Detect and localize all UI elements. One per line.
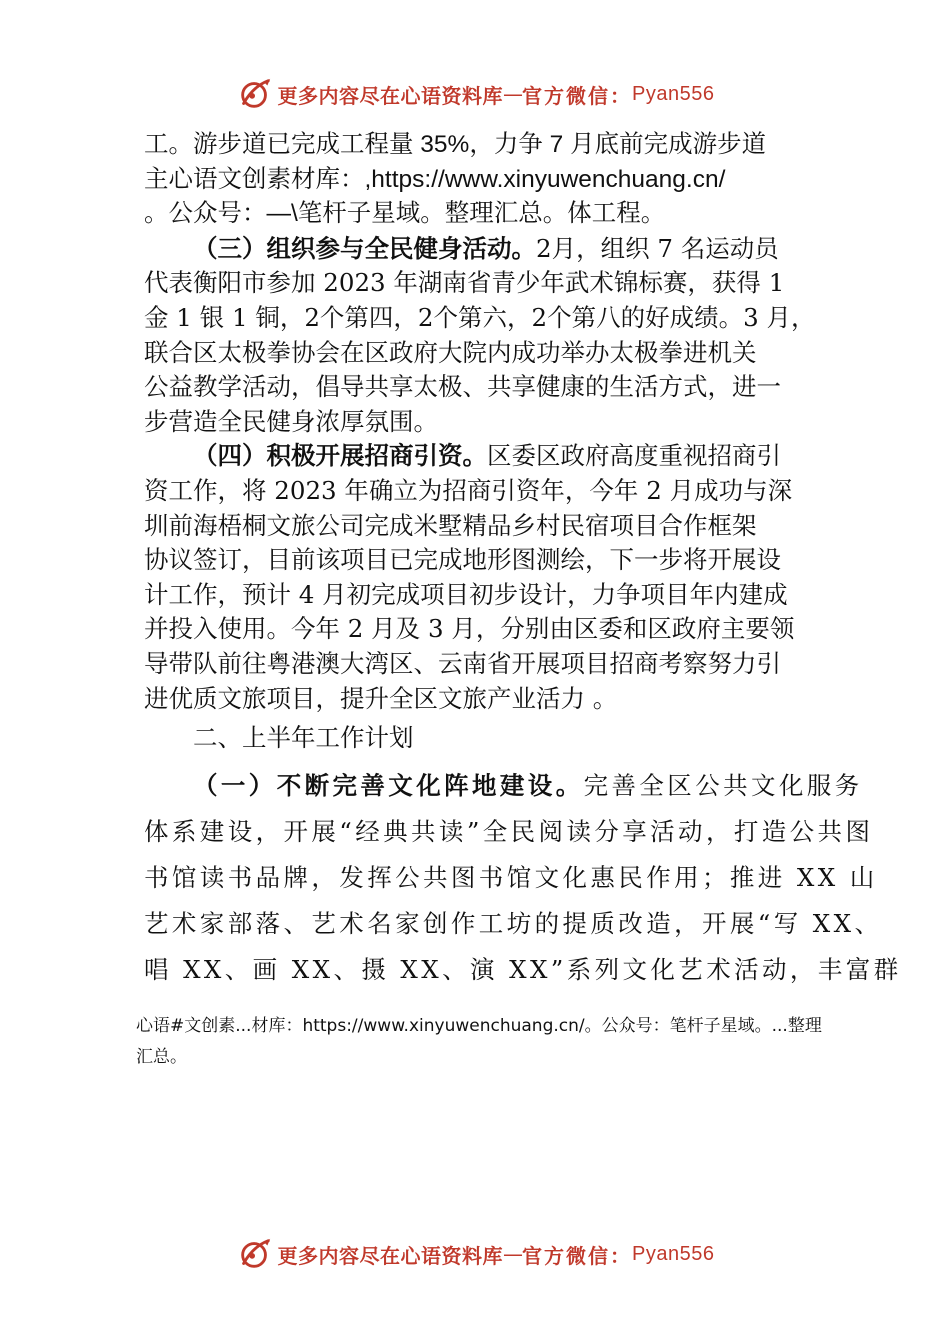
top-watermark-banner [0,72,950,116]
section-title: 二、上半年工作计划 [193,725,414,753]
banner-wechat-label: 官方微信： [522,1243,633,1268]
paragraph-culture [144,763,902,993]
paragraph-first-text: 区委区政府高度重视招商引 [487,441,781,471]
banner-account: Pyan556 [632,82,715,105]
bottom-watermark-banner [0,1232,950,1276]
text-line: 金 1 银 1 铜，2个第四，2个第六，2个第八的好成绩。3 月， [144,302,816,332]
text-line: 体系建设，开展“经典共读”全民阅读分享活动，打造公共图 [144,816,874,846]
banner-separator: — [503,1242,523,1266]
pen-swirl-logo-icon [236,1235,274,1273]
paragraph-first-text: 2月，组织 7 名运动员 [536,233,779,263]
text-line: 联合区太极拳协会在区政府大院内成功举办太极拳进机关 [144,337,757,367]
banner-brand: 更多内容尽在心语资料库 [277,83,504,108]
text-line: 计工作，预计 4 月初完成项目初步设计，力争项目年内建成 [144,579,788,609]
text-line: 工。游步道已完成工程量 35%，力争 7 月底前完成游步道 [144,131,767,158]
footer-note-line: 汇总。 [136,1047,187,1067]
banner-wechat-label: 官方微信： [522,83,633,108]
text-line: 主心语文创素材库：,https://www.xinyuwenchuang.cn/ [144,165,726,193]
banner-brand: 更多内容尽在心语资料库 [277,1243,504,1268]
text-line: 代表衡阳市参加 2023 年湖南省青少年武术锦标赛，获得 1 [144,268,785,298]
text-line: 资工作，将 2023 年确立为招商引资年，今年 2 月成功与深 [144,475,793,505]
text-line: 导带队前往粤港澳大湾区、云南省开展项目招商考察努力引 [144,648,781,678]
text-line: 进优质文旅项目，提升全区文旅产业活力 。 [144,683,618,713]
pen-swirl-logo-icon [236,75,274,113]
text-line: 步营造全民健身浓厚氛围。 [144,406,438,436]
paragraph-continuation [144,128,808,232]
text-line: 并投入使用。今年 2 月及 3 月，分别由区委和区政府主要领 [144,614,795,644]
text-line: 书馆读书品牌，发挥公共图书馆文化惠民作用；推进 XX 山 [144,862,878,892]
paragraph-heading: （三）组织参与全民健身活动。 [193,233,536,263]
paragraph-first-line [144,439,808,474]
text-line: 。公众号：—\笔杆子星域。整理汇总。体工程。 [144,200,666,228]
paragraph-first-line [144,763,863,809]
paragraph-first-text: 完善全区公共文化服务 [583,770,863,800]
banner-separator: — [503,82,523,106]
footer-note-line: 心语#文创素...材库：https://www.xinyuwenchuang.cn/。公众号：笔杆子星域。...整理 [136,1016,822,1036]
text-line: 唱 XX、画 XX、摄 XX、演 XX”系列文化艺术活动，丰富群 [144,954,902,984]
text-line: 公益教学活动，倡导共享太极、共享健康的生活方式，进一 [144,372,781,402]
paragraph-fitness [144,232,816,440]
banner-account: Pyan556 [632,1242,715,1265]
paragraph-investment [144,439,808,716]
document-body [144,128,902,993]
paragraph-first-line [144,232,808,267]
footer-note [136,1011,836,1073]
text-line: 艺术家部落、艺术名家创作工坊的提质改造，开展“写 XX、 [144,908,883,938]
paragraph-heading: （一）不断完善文化阵地建设。 [193,770,584,800]
text-line: 圳前海梧桐文旅公司完成米墅精品乡村民宿项目合作框架 [144,510,757,540]
paragraph-heading: （四）积极开展招商引资。 [193,441,487,471]
text-line: 协议签订，目前该项目已完成地形图测绘，下一步将开展设 [144,545,781,575]
